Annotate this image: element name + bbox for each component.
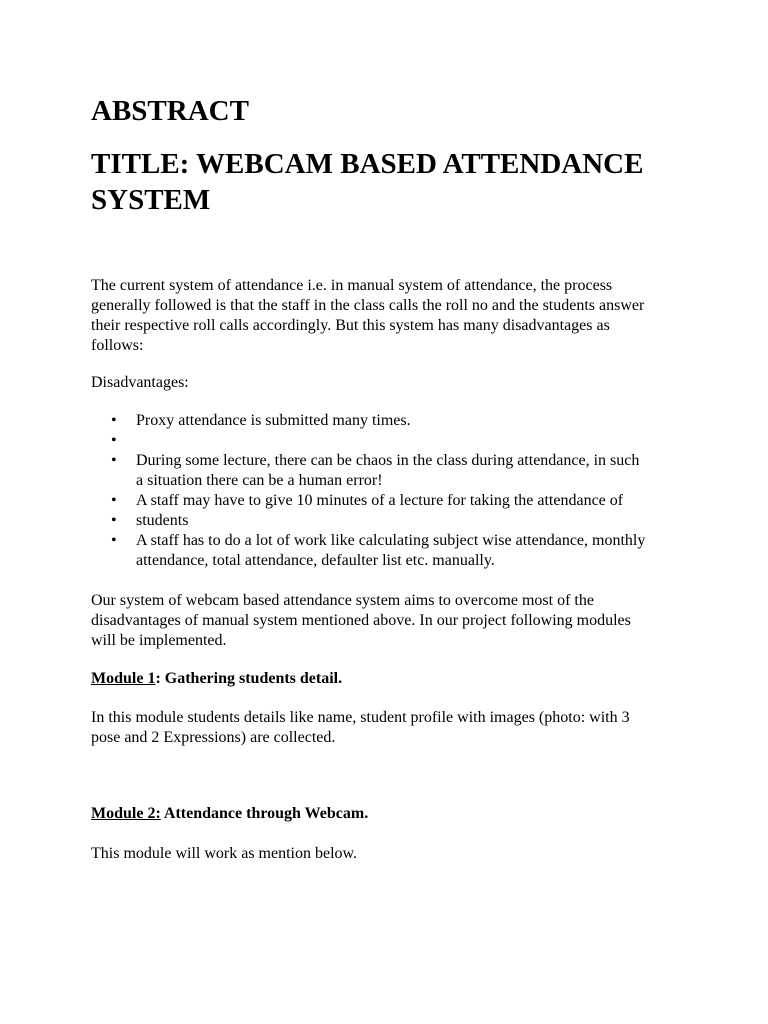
system-line: Our system of webcam based attendance system aims to overcome most of the [91, 592, 594, 609]
bullet-icon: • [111, 412, 117, 429]
bullet-icon: • [111, 532, 117, 549]
module-1-title: : Gathering students detail. [155, 670, 343, 687]
system-line: will be implemented. [91, 632, 227, 649]
module-2-title: Attendance through Webcam. [160, 805, 369, 822]
intro-line: follows: [91, 337, 144, 354]
list-item-text: A staff may have to give 10 minutes of a lecture for taking the attendance of [136, 492, 624, 509]
intro-line: their respective roll calls accordingly. But this system has many disadvantages as [91, 317, 610, 334]
bullet-icon: • [111, 452, 117, 469]
disadvantages-list [91, 411, 691, 571]
list-item-text: A staff has to do a lot of work like calculating subject wise attendance, monthly [136, 532, 646, 549]
list-item-text: a situation there can be a human error! [136, 472, 383, 489]
module-1-line: In this module students details like name, student profile with images (photo: with 3 [91, 709, 630, 726]
module-2-line: This module will work as mention below. [91, 845, 358, 862]
bullet-icon: • [111, 512, 117, 529]
list-item [91, 431, 691, 451]
list-item-text: Proxy attendance is submitted many times. [136, 412, 411, 429]
module-2-description [91, 844, 691, 864]
list-item-text: students [136, 512, 189, 529]
system-paragraph [91, 591, 691, 651]
list-item [91, 531, 691, 571]
list-item [91, 511, 691, 531]
abstract-heading: ABSTRACT [91, 95, 249, 127]
bullet-icon: • [111, 432, 117, 449]
intro-line: The current system of attendance i.e. in manual system of attendance, the process [91, 277, 613, 294]
title-line-2: SYSTEM [91, 184, 211, 216]
disadvantages-label: Disadvantages: [91, 374, 189, 391]
title-line-1: TITLE: WEBCAM BASED ATTENDANCE [91, 148, 644, 180]
list-item [91, 411, 691, 431]
module-1-description [91, 708, 691, 748]
module-2-label: Module 2: [91, 805, 161, 822]
list-item-text: During some lecture, there can be chaos in the class during attendance, in such [136, 452, 640, 469]
list-item [91, 451, 691, 491]
intro-paragraph [91, 276, 691, 356]
list-item [91, 491, 691, 511]
bullet-icon: • [111, 492, 117, 509]
module-2-heading [91, 804, 368, 824]
module-1-line: pose and 2 Expressions) are collected. [91, 729, 336, 746]
module-1-label: Module 1 [91, 670, 156, 687]
intro-line: generally followed is that the staff in the class calls the roll no and the students answer [91, 297, 645, 314]
list-item-text: attendance, total attendance, defaulter list etc. manually. [136, 552, 495, 569]
module-1-heading [91, 669, 342, 689]
system-line: disadvantages of manual system mentioned above. In our project following modules [91, 612, 631, 629]
